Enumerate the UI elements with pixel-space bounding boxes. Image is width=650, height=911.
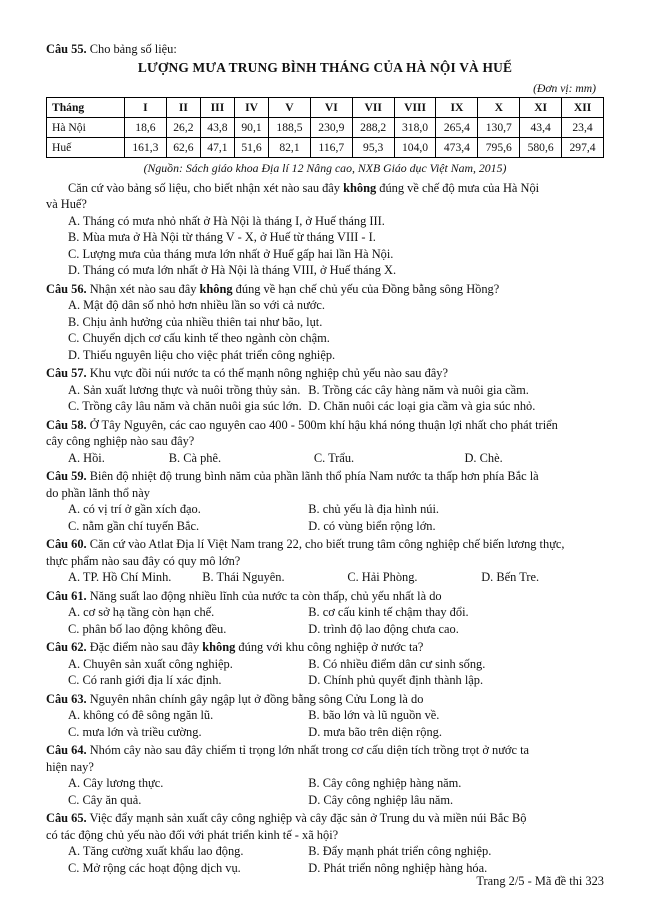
stem-text: Ở Tây Nguyên, các cao nguyên cao 400 - 500m khí hậu khá nóng thuận lợi nhất cho phát triển (89, 417, 558, 432)
table-unit: (Đơn vị: mm) (533, 81, 596, 95)
stem-part-1: Căn cứ vào bảng số liệu, cho biết nhận xét nào sau đây (68, 180, 344, 195)
option-57-a[interactable]: A. Sản xuất lương thực và nuôi trồng thủy sản. (68, 382, 301, 397)
options-row (46, 450, 604, 467)
question-58-stem-line2: cây công nghiệp nào sau đây? (46, 434, 195, 449)
question-63-label: Câu 63. (46, 691, 87, 706)
question-60-label: Câu 60. (46, 537, 87, 552)
table-source: (Nguồn: Sách giáo khoa Địa lí 12 Nâng cao, NXB Giáo dục Việt Nam, 2015) (143, 161, 507, 176)
question-55-heading (46, 41, 604, 58)
option-58-b[interactable]: B. Cà phê. (168, 450, 222, 465)
question-55-intro: Cho bảng số liệu: (89, 41, 177, 56)
option-61-c[interactable]: C. phân bố lao động không đều. (68, 621, 227, 636)
question-63 (46, 691, 604, 741)
table-header-cell: XII (562, 98, 604, 118)
question-60-stem-line1 (46, 536, 604, 553)
question-65-label: Câu 65. (46, 811, 87, 826)
table-cell: Hà Nội (47, 118, 125, 138)
option-57-c[interactable]: C. Trồng cây lâu năm và chăn nuôi gia súc lớn. (68, 399, 302, 414)
option-65-a[interactable]: A. Tăng cường xuất khẩu lao động. (68, 844, 244, 859)
question-61 (46, 588, 604, 638)
table-title: LƯỢNG MƯA TRUNG BÌNH THÁNG CỦA HÀ NỘI VÀ HUẾ (137, 60, 513, 75)
option-65-d[interactable]: D. Phát triển nông nghiệp hàng hóa. (308, 860, 488, 875)
option-63-c[interactable]: C. mưa lớn và triều cường. (68, 724, 202, 739)
table-header-cell: III (200, 98, 234, 118)
option-62-c[interactable]: C. Có ranh giới địa lí xác định. (68, 673, 222, 688)
option-58-c[interactable]: C. Trẩu. (313, 450, 355, 465)
option-64-a[interactable]: A. Cây lương thực. (68, 776, 164, 791)
question-58-stem-line1 (46, 417, 604, 434)
question-61-label: Câu 61. (46, 588, 87, 603)
question-56 (46, 281, 604, 364)
options-row (46, 569, 604, 586)
table-header-cell: VI (310, 98, 352, 118)
question-65-stem-line1 (46, 810, 604, 827)
option-59-b[interactable]: B. chủ yếu là địa hình núi. (308, 502, 440, 517)
stem-text: Căn cứ vào Atlat Địa lí Việt Nam trang 22, cho biết trung tâm công nghiệp chế biến lương thực, (89, 537, 565, 552)
option-55-b[interactable]: B. Mùa mưa ở Hà Nội từ tháng V - X, ở Huế từ tháng VIII - I. (68, 230, 376, 245)
option-55-d[interactable]: D. Tháng có mưa lớn nhất ở Hà Nội là tháng VIII, ở Huế tháng X. (68, 263, 397, 278)
question-65-stem-line2: có tác động chủ yếu nào đối với phát triển kinh tế - xã hội? (46, 827, 339, 842)
option-64-d[interactable]: D. Cây công nghiệp lâu năm. (308, 792, 454, 807)
question-59-stem-line2: do phần lãnh thổ này (46, 485, 150, 500)
options-row (46, 656, 604, 673)
option-60-c[interactable]: C. Hải Phòng. (347, 570, 418, 585)
table-cell: 288,2 (352, 118, 394, 138)
table-cell: 297,4 (562, 138, 604, 158)
table-cell: 230,9 (310, 118, 352, 138)
stem-emphasis: không (343, 180, 377, 195)
question-62-label: Câu 62. (46, 640, 87, 655)
option-56-d[interactable]: D. Thiếu nguyên liệu cho việc phát triển công nghiệp. (68, 347, 336, 362)
stem-text: Khu vực đồi núi nước ta có thế mạnh nông nghiệp chủ yếu nào sau đây? (89, 366, 448, 381)
table-cell: 82,1 (269, 138, 311, 158)
question-55 (46, 41, 604, 279)
stem-text: Việc đẩy mạnh sản xuất cây công nghiệp và cây đặc sản ở Trung du và miền núi Bắc Bộ (89, 811, 527, 826)
table-header-cell: VIII (394, 98, 436, 118)
table-header-cell: Tháng (47, 98, 125, 118)
question-62 (46, 639, 604, 689)
options-row (46, 707, 604, 724)
rainfall-table (46, 97, 604, 158)
options-row (46, 501, 604, 518)
stem-part-2: đúng với khu công nghiệp ở nước ta? (235, 640, 424, 655)
table-header-cell: X (478, 98, 520, 118)
table-cell: 580,6 (520, 138, 562, 158)
question-58-label: Câu 58. (46, 417, 87, 432)
table-cell: 18,6 (125, 118, 167, 138)
table-cell: 473,4 (436, 138, 478, 158)
option-59-a[interactable]: A. có vị trí ở gần xích đạo. (68, 502, 201, 517)
stem-text: Biên độ nhiệt độ trung bình năm của phần lãnh thổ phía Nam nước ta thấp hơn phía Bắc là (89, 469, 539, 484)
question-59-label: Câu 59. (46, 469, 87, 484)
table-header-cell: XI (520, 98, 562, 118)
option-60-a[interactable]: A. TP. Hồ Chí Minh. (68, 570, 172, 585)
table-cell: 265,4 (436, 118, 478, 138)
table-cell: 795,6 (478, 138, 520, 158)
question-61-stem (46, 588, 604, 605)
table-cell: Huế (47, 138, 125, 158)
option-56-a[interactable]: A. Mật độ dân số nhỏ hơn nhiều lần so với cả nước. (68, 298, 325, 313)
options-row (46, 724, 604, 741)
option-57-b[interactable]: B. Trồng các cây hàng năm và nuôi gia cầm. (308, 382, 529, 397)
option-61-a[interactable]: A. cơ sở hạ tầng còn hạn chế. (68, 605, 215, 620)
option-59-d[interactable]: D. có vùng biển rộng lớn. (308, 518, 436, 533)
option-63-d[interactable]: D. mưa bão trên diện rộng. (308, 724, 442, 739)
question-65 (46, 810, 604, 876)
question-60 (46, 536, 604, 586)
question-59-stem-line1 (46, 468, 604, 485)
stem-text: Nhóm cây nào sau đây chiếm tỉ trọng lớn nhất trong cơ cấu diện tích trồng trọt ở nước ta (89, 743, 530, 758)
table-cell: 23,4 (562, 118, 604, 138)
option-61-b[interactable]: B. cơ cấu kinh tế chậm thay đổi. (308, 605, 469, 620)
table-cell: 43,8 (200, 118, 234, 138)
table-cell: 130,7 (478, 118, 520, 138)
option-58-d[interactable]: D. Chè. (464, 450, 503, 465)
table-header-row (47, 98, 604, 118)
option-58-a[interactable]: A. Hồi. (68, 450, 105, 465)
page-footer: Trang 2/5 - Mã đề thi 323 (476, 873, 604, 888)
option-63-b[interactable]: B. bão lớn và lũ nguồn về. (308, 708, 440, 723)
options-row (46, 518, 604, 535)
stem-part-1: Đặc điểm nào sau đây (89, 640, 203, 655)
question-64-stem-line2: hiện nay? (46, 759, 94, 774)
option-64-b[interactable]: B. Cây công nghiệp hàng năm. (308, 776, 462, 791)
question-55-stem-line2: và Huế? (46, 197, 87, 212)
question-55-label: Câu 55. (46, 41, 87, 56)
stem-part-1: Nhận xét nào sau đây (89, 281, 200, 296)
option-62-d[interactable]: D. Chính phủ quyết định thành lập. (308, 673, 484, 688)
option-55-a[interactable]: A. Tháng có mưa nhỏ nhất ở Hà Nội là tháng I, ở Huế tháng III. (68, 213, 385, 228)
options-row (46, 775, 604, 792)
option-56-c[interactable]: C. Chuyển dịch cơ cấu kinh tế theo ngành còn chậm. (68, 331, 330, 346)
table-cell: 104,0 (394, 138, 436, 158)
question-62-stem (46, 639, 604, 656)
table-cell: 51,6 (234, 138, 268, 158)
options-row (46, 382, 604, 399)
option-57-d[interactable]: D. Chăn nuôi các loại gia cầm và gia súc nhỏ. (308, 399, 536, 414)
option-56-b[interactable]: B. Chịu ảnh hưởng của nhiều thiên tai như bão, lụt. (68, 314, 323, 329)
question-56-stem (46, 281, 604, 298)
question-56-label: Câu 56. (46, 281, 87, 296)
question-63-stem (46, 691, 604, 708)
table-cell: 26,2 (166, 118, 200, 138)
question-64-stem-line1 (46, 742, 604, 759)
option-62-b[interactable]: B. Có nhiều điểm dân cư sinh sống. (308, 656, 486, 671)
table-cell: 188,5 (269, 118, 311, 138)
table-cell: 43,4 (520, 118, 562, 138)
option-60-d[interactable]: D. Bến Tre. (481, 570, 540, 585)
table-row (47, 138, 604, 158)
table-row (47, 118, 604, 138)
question-60-stem-line2: thực phẩm nào sau đây có quy mô lớn? (46, 553, 241, 568)
options-row (46, 843, 604, 860)
table-cell: 318,0 (394, 118, 436, 138)
question-57 (46, 365, 604, 415)
option-60-b[interactable]: B. Thái Nguyên. (202, 570, 285, 585)
options-row (46, 398, 604, 415)
option-65-b[interactable]: B. Đẩy mạnh phát triển công nghiệp. (308, 844, 492, 859)
table-cell: 62,6 (166, 138, 200, 158)
option-62-a[interactable]: A. Chuyên sản xuất công nghiệp. (68, 656, 233, 671)
question-59 (46, 468, 604, 534)
table-cell: 161,3 (125, 138, 167, 158)
stem-emphasis: không (202, 640, 236, 655)
question-64 (46, 742, 604, 808)
table-cell: 47,1 (200, 138, 234, 158)
option-59-c[interactable]: C. nằm gần chí tuyến Bắc. (68, 518, 200, 533)
stem-part-2: đúng về hạn chế chủ yếu của Đồng bằng sông Hồng? (232, 281, 500, 296)
option-65-c[interactable]: C. Mở rộng các hoạt động dịch vụ. (68, 860, 241, 875)
table-header-cell: V (269, 98, 311, 118)
table-header-cell: IV (234, 98, 268, 118)
table-header-cell: II (166, 98, 200, 118)
stem-emphasis: không (199, 281, 233, 296)
stem-text: Năng suất lao động nhiều lĩnh của nước ta còn thấp, chủ yếu nhất là do (89, 588, 442, 603)
question-64-label: Câu 64. (46, 743, 87, 758)
options-row (46, 604, 604, 621)
option-63-a[interactable]: A. không có đê sông ngăn lũ. (68, 708, 214, 723)
table-cell: 95,3 (352, 138, 394, 158)
question-57-label: Câu 57. (46, 366, 87, 381)
question-58 (46, 417, 604, 467)
table-cell: 116,7 (310, 138, 352, 158)
table-cell: 90,1 (234, 118, 268, 138)
option-64-c[interactable]: C. Cây ăn quả. (68, 792, 142, 807)
question-55-stem (46, 180, 604, 197)
option-55-c[interactable]: C. Lượng mưa của tháng mưa lớn nhất ở Huế gấp hai lần Hà Nội. (68, 246, 394, 261)
options-row (46, 672, 604, 689)
table-header-cell: I (125, 98, 167, 118)
option-61-d[interactable]: D. trình độ lao động chưa cao. (308, 621, 459, 636)
table-header-cell: IX (436, 98, 478, 118)
options-row (46, 792, 604, 809)
stem-text: Nguyên nhân chính gây ngập lụt ở đồng bằng sông Cửu Long là do (89, 691, 424, 706)
options-row (46, 621, 604, 638)
table-header-cell: VII (352, 98, 394, 118)
question-57-stem (46, 365, 604, 382)
stem-part-2: đúng về chế độ mưa của Hà Nội (376, 180, 540, 195)
